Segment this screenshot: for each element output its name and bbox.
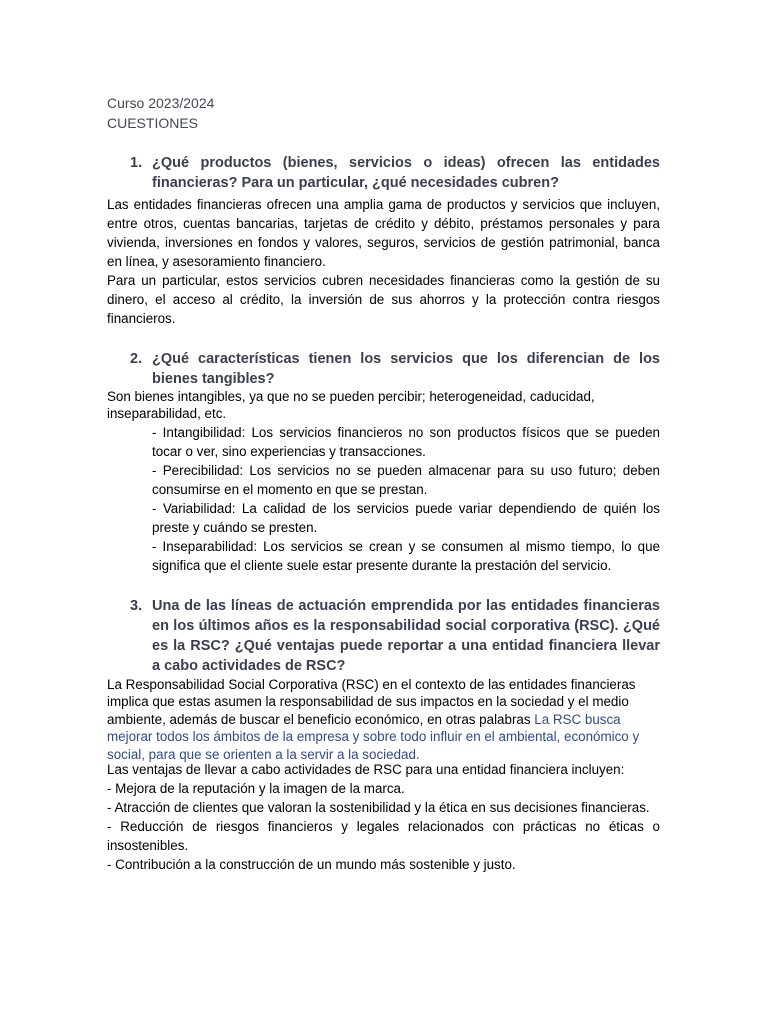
question-number: 2. (130, 351, 143, 367)
question-2-heading (130, 349, 660, 389)
question-3-answer (107, 676, 660, 763)
question-number: 1. (130, 155, 143, 171)
question-2-list (107, 423, 660, 575)
question-text: ¿Qué características tienen los servicios que los diferencian de los bienes tangibles? (152, 351, 660, 387)
document-title: CUESTIONES (107, 115, 199, 131)
question-2-intro (107, 388, 660, 423)
answer-paragraph (107, 676, 660, 763)
answer-paragraph: Para un particular, estos servicios cubren necesidades financieras como la gestión de su dinero, el acceso al crédito, la inversión de sus ahorros y la protección contra riesgos financieros. (107, 273, 660, 326)
list-item: - Intangibilidad: Los servicios financieros no son productos físicos que se pueden tocar o ver, sino experiencias y transacciones. (152, 425, 660, 459)
question-text: ¿Qué productos (bienes, servicios o ideas) ofrecen las entidades financieras? Para un particular, ¿qué necesidades cubren? (152, 155, 660, 191)
question-1-answer (107, 195, 660, 328)
answer-paragraph: Las entidades financieras ofrecen una amplia gama de productos y servicios que incluyen, entre otros, cuentas bancarias, tarjetas de crédito y débito, préstamos personales y para vivienda, inversiones en fondos y valores, seguros, servicios de gestión patrimonial, banca en línea, y asesoramiento financiero. (107, 197, 660, 269)
rsc-definition: La Responsabilidad Social Corporativa (RSC) en el contexto de las entidades financieras implica que estas asumen la responsabilidad de sus impactos en la sociedad y el medio ambiente, además de buscar el beneficio económico, en otras palabras (107, 677, 636, 727)
question-text: Una de las líneas de actuación emprendida por las entidades financieras en los últimos años es la responsabilidad social corporativa (RSC). ¿Qué es la RSC? ¿Qué ventajas puede reportar a una entidad financiera llevar a cabo actividades de RSC? (152, 598, 660, 674)
list-item: - Reducción de riesgos financieros y legales relacionados con prácticas no éticas o insostenibles. (107, 819, 660, 853)
list-item: - Inseparabilidad: Los servicios se crean y se consumen al mismo tiempo, lo que significa que el cliente suele estar presente durante la prestación del servicio. (152, 539, 660, 573)
answer-paragraph: Son bienes intangibles, ya que no se pueden percibir; heterogeneidad, caducidad, inseparabilidad, etc. (107, 389, 595, 422)
list-item: - Perecibilidad: Los servicios no se pueden almacenar para su uso futuro; deben consumirse en el momento en que se prestan. (152, 463, 660, 497)
document-header (107, 93, 667, 133)
question-1-heading (130, 153, 660, 193)
list-item: - Mejora de la reputación y la imagen de la marca. (107, 781, 405, 796)
question-3-advantages (107, 760, 660, 874)
question-number: 3. (130, 598, 143, 614)
list-item: - Atracción de clientes que valoran la sostenibilidad y la ética en sus decisiones financieras. (107, 800, 650, 815)
question-3-heading (130, 596, 660, 676)
course-year: Curso 2023/2024 (107, 95, 215, 111)
rsc-definition-continuation: La RSC busca mejorar todos los ámbitos de la empresa y sobre todo influir en el ambiental, económico y social, para que se orienten a la servir a la sociedad. (107, 711, 640, 762)
advantages-intro: Las ventajas de llevar a cabo actividades de RSC para una entidad financiera incluyen: (107, 762, 625, 777)
list-item: - Contribución a la construcción de un mundo más sostenible y justo. (107, 857, 516, 872)
list-item: - Variabilidad: La calidad de los servicios puede variar dependiendo de quién los preste y cuándo se presten. (152, 501, 660, 535)
